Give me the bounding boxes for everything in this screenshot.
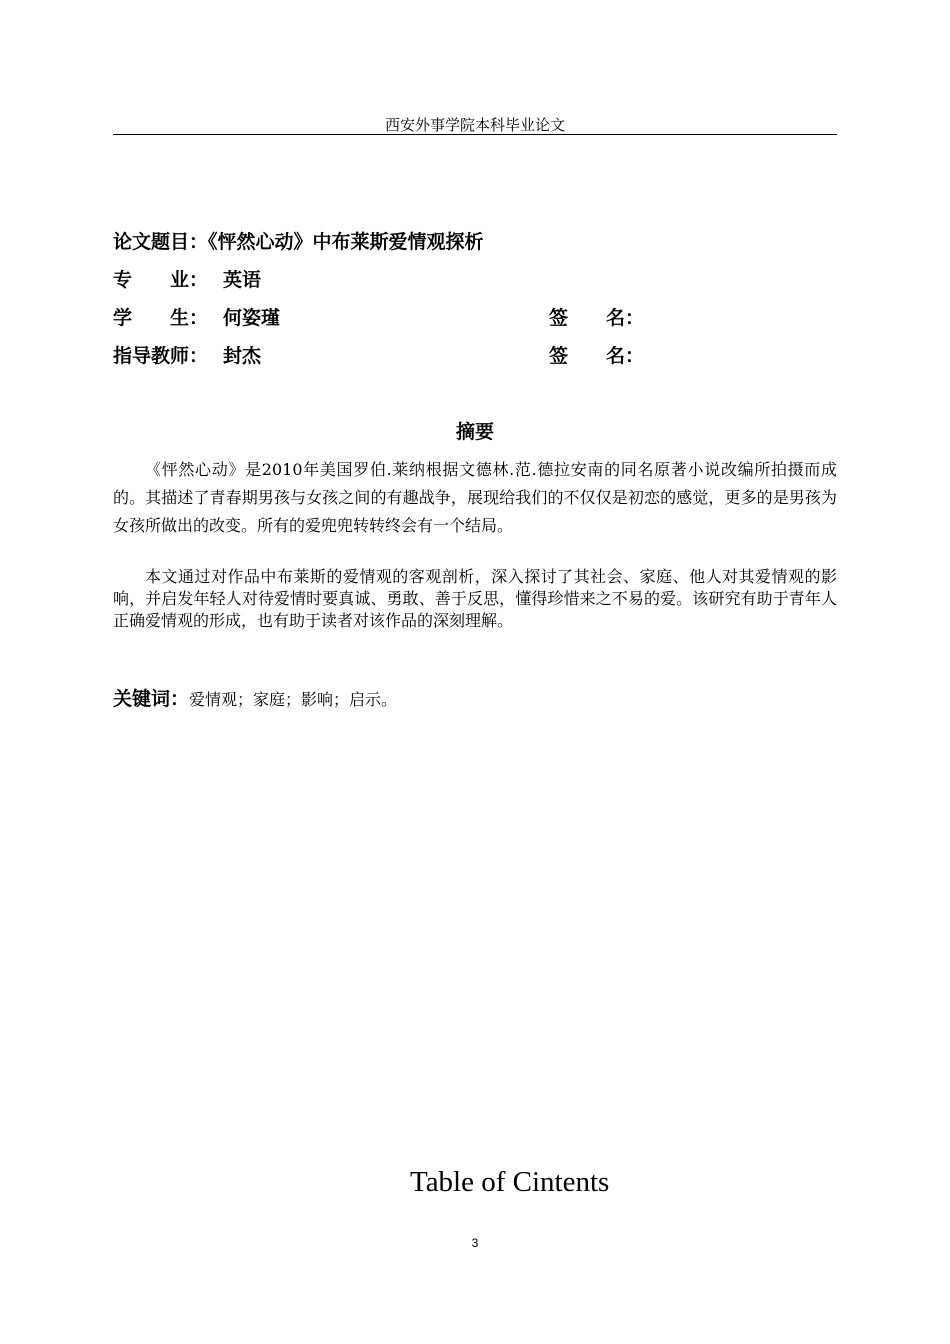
abstract-paragraph-2: 本文通过对作品中布莱斯的爱情观的客观剖析，深入探讨了其社会、家庭、他人对其爱情观的影响，并启发年轻人对待爱情时要真诚、勇敢、善于反思，懂得珍惜来之不易的爱。该研究有助于青年人正确爱情观的形成，也有助于读者对该作品的深刻理解。 — [113, 567, 837, 630]
toc-title: Table of Cintents — [410, 1166, 610, 1198]
abstract-paragraph-1: 《怦然心动》是2010年美国罗伯.莱纳根据文德林.范.德拉安南的同名原著小说改编所拍摄而成的。其描述了青春期男孩与女孩之间的有趣战争，展现给我们的不仅仅是初恋的感觉，更多的是男孩为女孩所做出的改变。所有的爱兜兜转转终会有一个结局。 — [113, 460, 837, 535]
page-number: 3 — [471, 1236, 479, 1250]
student-value: 何姿瑾 — [223, 307, 281, 329]
student-label: 学 生： — [113, 307, 209, 329]
header-divider — [113, 134, 837, 135]
abstract-heading: 摘要 — [455, 421, 494, 443]
student-row — [113, 306, 280, 330]
thesis-title: 论文题目：《怦然心动》中布莱斯爱情观探析 — [113, 231, 484, 253]
advisor-label: 指导教师： — [113, 345, 209, 367]
student-signature-label: 签 名： — [549, 307, 645, 329]
page-header-title: 西安外事学院本科毕业论文 — [384, 116, 565, 134]
advisor-signature-label: 签 名： — [549, 345, 645, 367]
advisor-row — [113, 344, 261, 368]
keywords-label: 关键词： — [113, 688, 190, 710]
major-row — [113, 268, 261, 292]
advisor-value: 封杰 — [223, 345, 262, 367]
major-label: 专 业： — [113, 269, 209, 291]
keywords-row — [113, 684, 397, 711]
major-value: 英语 — [223, 269, 262, 291]
keywords-value: 爱情观；家庭；影响；启示。 — [189, 690, 398, 709]
